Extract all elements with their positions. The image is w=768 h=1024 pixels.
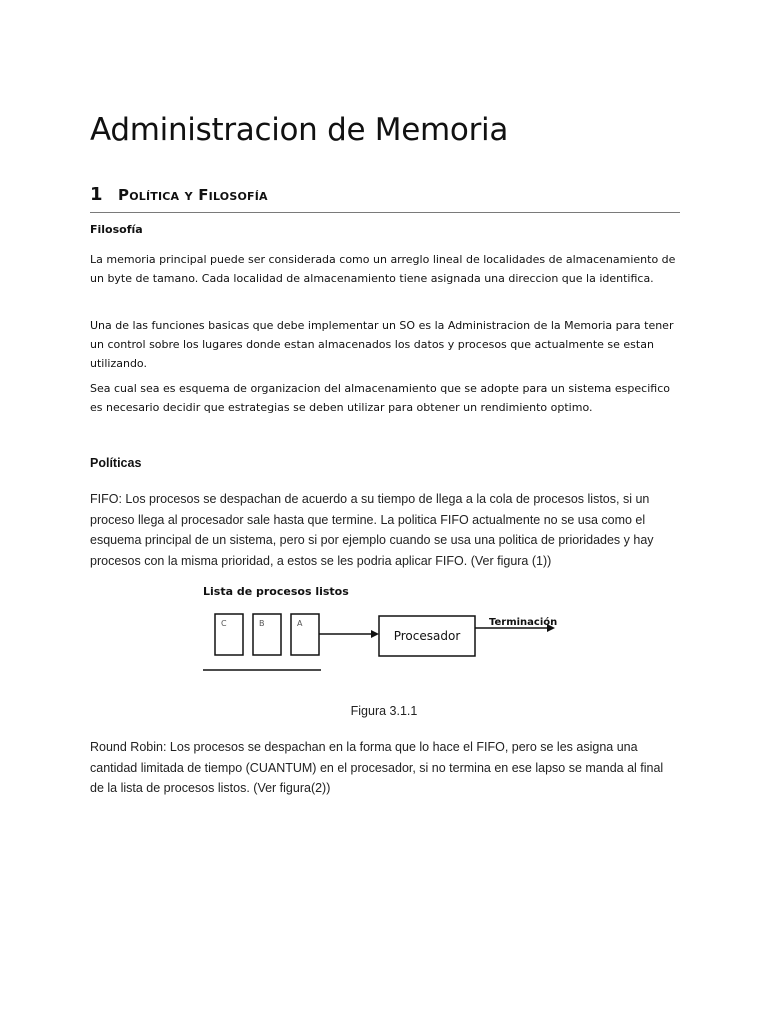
section-title: Política y Filosofía bbox=[118, 186, 268, 204]
process-label-c: C bbox=[221, 619, 227, 628]
process-box-b bbox=[253, 614, 281, 655]
termination-label: Terminación bbox=[489, 617, 558, 628]
ready-list-label: Lista de procesos listos bbox=[203, 585, 349, 598]
fifo-paragraph: FIFO: Los procesos se despachan de acuerdo a su tiempo de llega a la cola de procesos listos, si un proceso llega al procesador sale hasta que termine. La politica FIFO actualmente no se usa como el esquema principal de un sistema, pero si por ejemplo cuando se usa una politica de prioridades y hay procesos con la misma prioridad, a estos se les podria aplicar FIFO. (Ver figura (1)) bbox=[90, 492, 654, 568]
section-heading bbox=[90, 184, 680, 213]
filosofia-heading: Filosofía bbox=[90, 223, 143, 236]
filosofia-paragraph-3: Sea cual sea es esquema de organizacion del almacenamiento que se adopte para un sistema especifico es necesario decidir que estrategias se deben utilizar para obtener un rendimiento optimo. bbox=[90, 382, 670, 414]
fifo-diagram bbox=[195, 578, 575, 678]
filosofia-paragraph-1: La memoria principal puede ser considerada como un arreglo lineal de localidades de almacenamiento de un byte de tamano. Cada localidad de almacenamiento tiene asignada una direccion que la identifica. bbox=[90, 253, 676, 285]
arrow-head-icon bbox=[371, 630, 379, 638]
round-robin-paragraph: Round Robin: Los procesos se despachan en la forma que lo hace el FIFO, pero se les asigna una cantidad limitada de tiempo (CUANTUM) en el procesador, si no termina en ese lapso se manda al final de la lista de procesos listos. (Ver figura(2)) bbox=[90, 740, 664, 795]
process-box-a bbox=[291, 614, 319, 655]
section-number: 1 bbox=[90, 184, 103, 205]
figure-caption: Figura 3.1.1 bbox=[350, 704, 418, 718]
processor-label: Procesador bbox=[393, 629, 461, 643]
process-label-b: B bbox=[259, 619, 265, 628]
process-label-a: A bbox=[297, 619, 303, 628]
fifo-diagram-svg bbox=[195, 578, 575, 678]
process-box-c bbox=[215, 614, 243, 655]
filosofia-paragraph-2: Una de las funciones basicas que debe implementar un SO es la Administracion de la Memoria para tener un control sobre los lugares donde estan almacenados los datos y procesos que actualmente se estan utilizando. bbox=[90, 319, 674, 370]
document-title: Administracion de Memoria bbox=[90, 112, 509, 148]
politicas-heading: Políticas bbox=[90, 456, 142, 470]
